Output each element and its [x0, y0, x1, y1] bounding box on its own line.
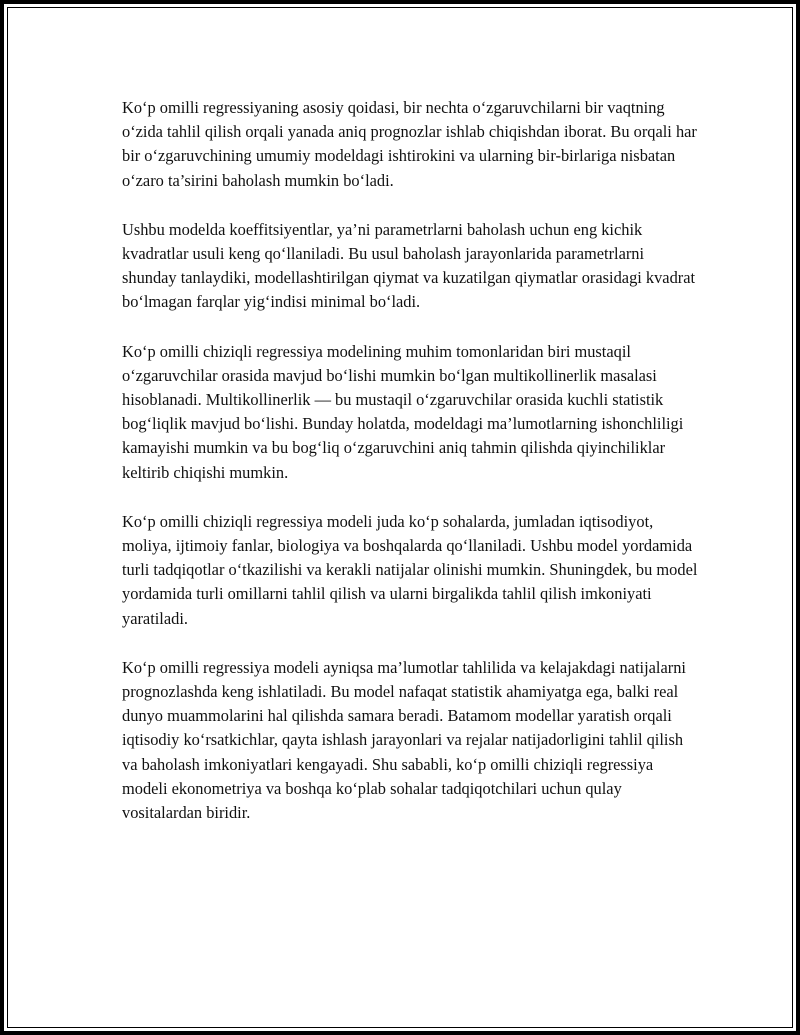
paragraph-2: Ushbu modelda koeffitsiyentlar, ya’ni parametrlarni baholash uchun eng kichik kvadratlar usuli keng qo‘llaniladi. Bu usul baholash jarayonlarida parametrlarni shunday tanlaydiki, modellashtirilgan qiymat va kuzatilgan qiymatlar orasidagi kvadrat bo‘lmagan farqlar yig‘indisi minimal bo‘ladi. [122, 219, 696, 312]
paragraph-1: Ko‘p omilli regressiyaning asosiy qoidasi, bir nechta o‘zgaruvchilarni bir vaqtning o‘zida tahlil qilish orqali yanada aniq prognozlar ishlab chiqishdan iborat. Bu orqali har bir o‘zgaruvchining umumiy modeldagi ishtirokini va ularning bir-birlariga nisbatan o‘zaro ta’sirini baholash mumkin bo‘ladi. [122, 98, 697, 190]
paragraph-5: Ko‘p omilli regressiya modeli ayniqsa ma’lumotlar tahlilida va kelajakdagi natijalarni prognozlashda keng ishlatiladi. Bu model nafaqat statistik ahamiyatga ega, balki real dunyo muammolarini hal qilishda samara beradi. Batamom modellar yaratish orqali iqtisodiy ko‘rsatkichlar, qayta ishlash jarayonlari va rejalar natijadorligini tahlil qilish va baholash imkoniyatlari kengayadi. Shu sababli, ko‘p omilli chiziqli regressiya modeli ekonometriya va boshqa ko‘plab sohalar tadqiqotchilari uchun qulay vositalardan biridir. [122, 657, 686, 823]
paragraph-4: Ko‘p omilli chiziqli regressiya modeli juda ko‘p sohalarda, jumladan iqtisodiyot, moliya, ijtimoiy fanlar, biologiya va boshqalarda qo‘llaniladi. Ushbu model yordamida turli tadqiqotlar o‘tkazilishi va kerakli natijalar olinishi mumkin. Shuningdek, bu model yordamida turli omillarni tahlil qilish va ularni birgalikda tahlil qilish imkoniyati yaratiladi. [122, 511, 698, 628]
paragraph-3: Ko‘p omilli chiziqli regressiya modelining muhim tomonlaridan biri mustaqil o‘zgaruvchilar orasida mavjud bo‘lishi mumkin bo‘lgan multikollinerlik masalasi hisoblanadi. Multikollinerlik — bu mustaqil o‘zgaruvchilar orasida kuchli statistik bog‘liqlik mavjud bo‘lishi. Bunday holatda, modeldagi ma’lumotlarning ishonchliligi kamayishi mumkin va bu bog‘liq o‘zgaruvchini aniq tahmin qilishda qiyinchiliklar keltirib chiqishi mumkin. [122, 341, 684, 482]
document-body [122, 96, 702, 850]
